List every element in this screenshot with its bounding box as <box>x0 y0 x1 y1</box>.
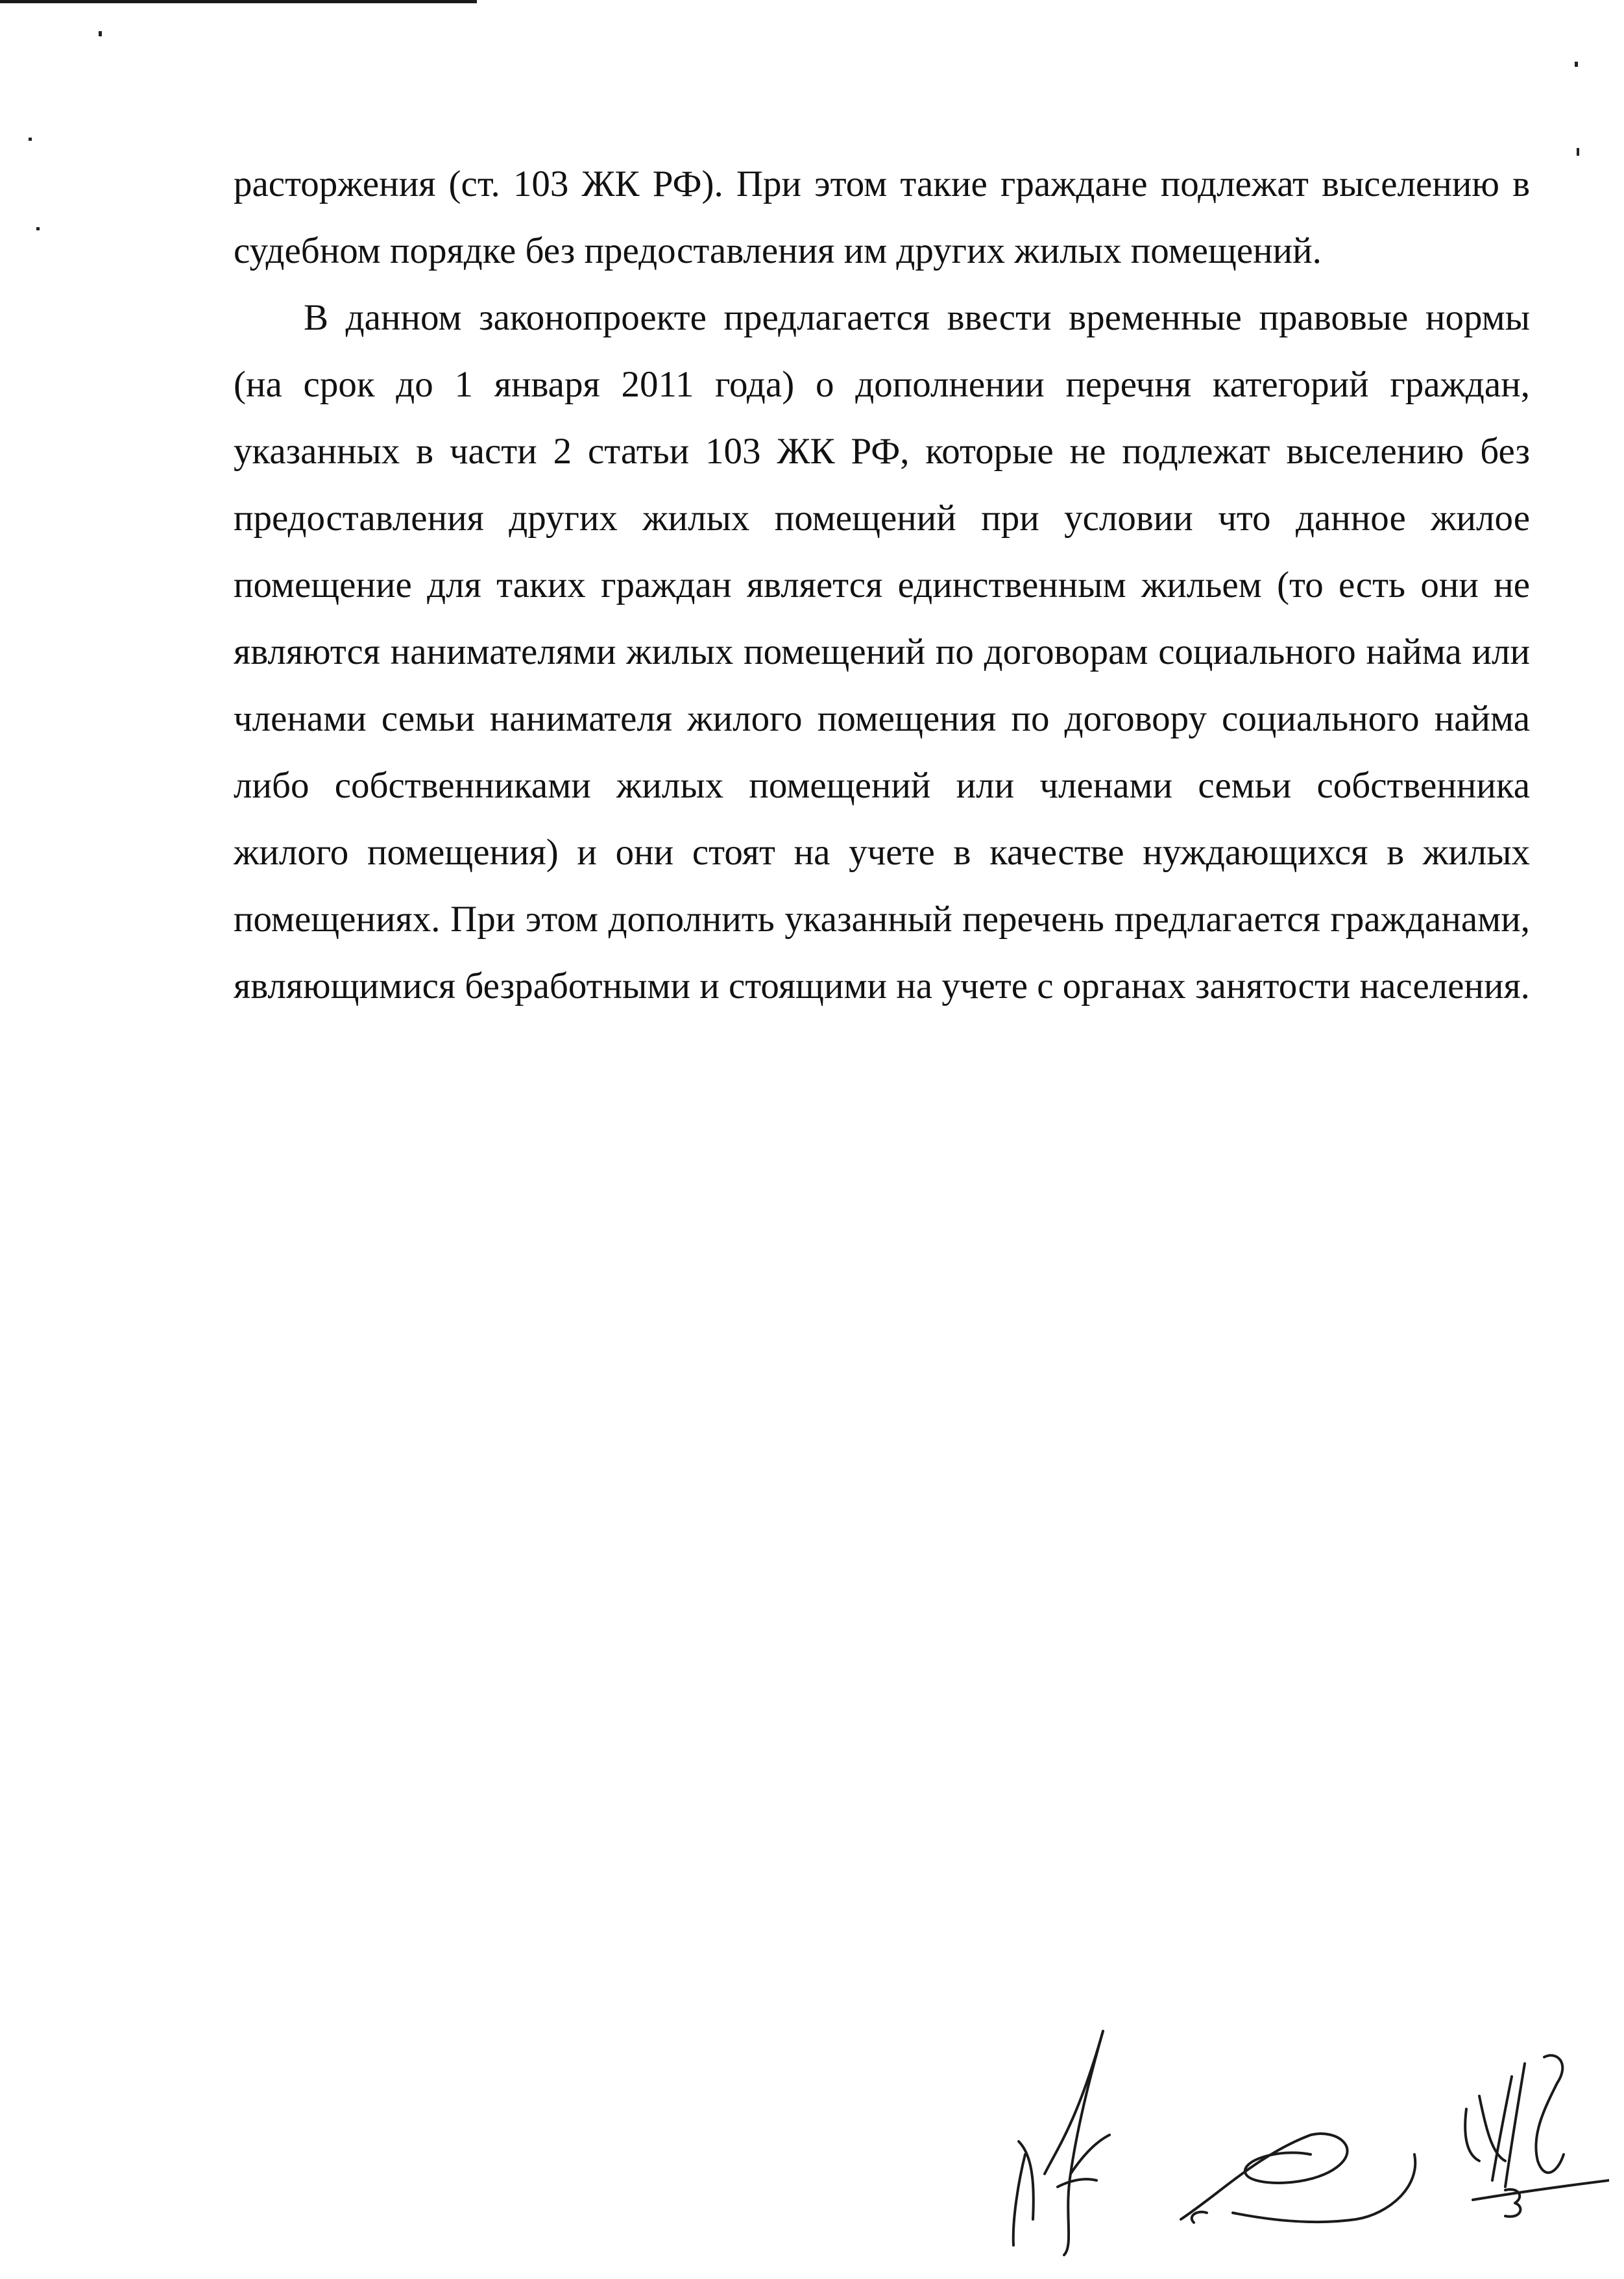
signature-2 <box>1181 2134 1415 2223</box>
scan-speck <box>1575 62 1578 67</box>
document-body <box>234 151 1530 1019</box>
scan-speck <box>36 227 40 230</box>
scan-speck <box>1577 148 1579 156</box>
scan-speck <box>29 138 32 141</box>
scan-speck <box>99 31 102 36</box>
signature-3 <box>1465 2055 1609 2216</box>
paragraph-continuation: расторжения (ст. 103 ЖК РФ). При этом такие граждане подлежат выселению в судебном порядке без предоставления им других жилых помещений. <box>234 164 1530 271</box>
signatures-area <box>973 2025 1609 2258</box>
signature-1 <box>1013 2031 1109 2255</box>
scan-top-edge <box>0 0 477 3</box>
paragraph-bill-proposal: В данном законопроекте предлагается ввести временные правовые нормы (на срок до 1 января 2011 года) о дополнении перечня категорий граждан, указанных в части 2 статьи 103 ЖК РФ, которые не подлежат выселению без предоставления других жилых помещений при условии что данное жилое помещение для таких граждан является единственным жильем (то есть они не являются нанимателями жилых помещений по договорам социального найма или членами семьи нанимателя жилого помещения по договору социального найма либо собственниками жилых помещений или членами семьи собственника жилого помещения) и они стоят на учете в качестве нуждающихся в жилых помещениях. При этом дополнить указанный перечень предлагается гражданами, являющимися безработными и стоящими на учете с органах занятости населения. <box>234 297 1530 1006</box>
